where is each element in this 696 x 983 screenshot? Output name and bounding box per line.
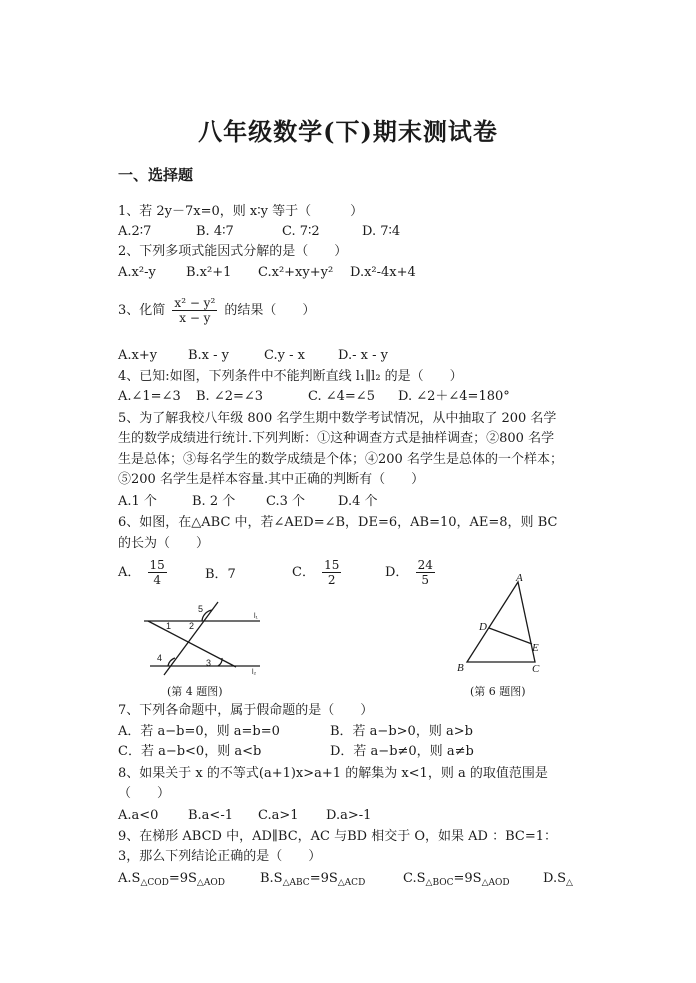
triangle-abc xyxy=(467,582,535,662)
q7-stem: 7、下列各命题中，属于假命题的是（ ） xyxy=(118,703,374,718)
q3-option-a: A.x+y xyxy=(118,348,158,363)
q3-option-c: C.y - x xyxy=(264,348,305,363)
q3-option-d: D.- x - y xyxy=(338,348,388,363)
q9-c-rest: =9S xyxy=(453,871,482,886)
q8-line-2: （ ） xyxy=(118,786,171,801)
q6-c-num: 15 xyxy=(324,558,340,572)
q9-option-b xyxy=(260,870,365,892)
fig4-label-3: 3 xyxy=(206,658,212,668)
q5-option-a: A.1 个 xyxy=(118,494,157,509)
q4-option-c: C. ∠4=∠5 xyxy=(308,389,375,404)
page-title: 八年级数学(下)期末测试卷 xyxy=(198,117,498,146)
q9-c-sub: △BOC xyxy=(425,878,454,888)
q6-d-num: 24 xyxy=(417,558,433,572)
q5-line-4: ⑤200 名学生是样本容量.其中正确的判断有（ ） xyxy=(118,472,425,487)
q3-option-b: B.x - y xyxy=(188,348,230,363)
q2-option-b: B.x²+1 xyxy=(186,265,232,280)
q9-option-a xyxy=(118,870,225,892)
q5-line-3: 生是总体；③每名学生的数学成绩是个体；④200 名学生是总体的一个样本； xyxy=(118,452,563,467)
figure-4-diagram xyxy=(140,600,270,678)
q6-line-1: 6、如图，在△ABC 中，若∠AED=∠B，DE=6，AB=10，AE=8，则 BC xyxy=(118,515,558,530)
q1-option-a: A.2∶7 xyxy=(118,224,152,239)
q4-option-d: D. ∠2＋∠4=180° xyxy=(398,389,510,404)
fig4-label-1: 1 xyxy=(166,621,172,631)
fig4-label-2: 2 xyxy=(189,621,195,631)
fig6-label-c: C xyxy=(532,663,540,675)
q6-option-a-fraction xyxy=(148,558,167,587)
q3-fraction xyxy=(172,296,217,325)
q8-option-b: B.a<-1 xyxy=(188,808,233,823)
q2-option-c: C.x²+xy+y² xyxy=(258,265,334,280)
q5-line-2: 生的数学成绩进行统计.下列判断：①这种调查方式是抽样调查；②800 名学 xyxy=(118,431,555,446)
q9-a-rest: =9S xyxy=(168,871,197,886)
q7-option-d: D．若 a−b≠0，则 a≠b xyxy=(330,744,474,759)
q3-suffix: 的结果（ ） xyxy=(224,303,316,318)
q1-option-d: D. 7∶4 xyxy=(362,224,401,239)
q6-option-a xyxy=(118,558,170,587)
q7-option-c: C．若 a−b<0，则 a<b xyxy=(118,744,262,759)
fig4-label-l2: l₂ xyxy=(252,669,257,676)
q6-line-2: 的长为（ ） xyxy=(118,536,210,551)
q5-option-c: C.3 个 xyxy=(266,494,306,509)
q9-a-sub: △COD xyxy=(140,878,169,888)
q4-stem: 4、已知:如图，下列条件中不能判断直线 l₁∥l₂ 的是（ ） xyxy=(118,369,463,384)
q9-d-sub: △ xyxy=(566,878,573,888)
q7-option-b: B．若 a−b>0，则 a>b xyxy=(330,724,473,739)
q9-line-1: 9、在梯形 ABCD 中，AD∥BC，AC 与BD 相交于 O，如果 AD ：BC=1： xyxy=(118,829,557,844)
q6-option-d xyxy=(385,558,438,587)
q5-option-d: D.4 个 xyxy=(338,494,378,509)
q3-stem xyxy=(118,296,315,325)
q9-b-rest: =9S xyxy=(309,871,338,886)
q8-option-c: C.a>1 xyxy=(258,808,299,823)
q9-a-main: A.S xyxy=(118,871,141,886)
q6-a-den: 4 xyxy=(153,573,161,587)
q8-option-a: A.a<0 xyxy=(118,808,159,823)
q6-option-d-label: D． xyxy=(385,565,409,580)
q3-prefix: 3、化简 xyxy=(118,303,166,318)
q2-option-d: D.x²-4x+4 xyxy=(350,265,416,280)
fig4-label-l1: l₁ xyxy=(254,613,258,620)
figure-6-diagram xyxy=(452,572,552,682)
q7-option-a: A．若 a−b=0，则 a=b=0 xyxy=(118,724,280,739)
q6-c-den: 2 xyxy=(327,573,336,587)
q6-option-b: B．7 xyxy=(205,567,236,582)
q2-option-a: A.x²-y xyxy=(118,265,156,280)
q6-option-c xyxy=(292,558,344,587)
q8-option-d: D.a>-1 xyxy=(326,808,372,823)
q5-line-1: 5、为了解我校八年级 800 名学生期中数学考试情况，从中抽取了 200 名学 xyxy=(118,411,557,426)
q3-denominator: x − y xyxy=(179,311,211,325)
fig4-label-4: 4 xyxy=(157,653,163,663)
q6-option-d-fraction xyxy=(416,558,435,587)
q1-option-b: B. 4∶7 xyxy=(196,224,234,239)
q9-d-main: D.S xyxy=(543,871,566,886)
figure-4-caption: (第 4 题图) xyxy=(167,685,223,698)
q4-option-a: A.∠1=∠3 xyxy=(118,389,181,404)
segment-de xyxy=(489,628,532,644)
q6-option-c-fraction xyxy=(322,558,341,587)
q9-option-c xyxy=(403,870,510,892)
q9-b-main: B.S xyxy=(260,871,283,886)
q9-a-sub2: △AOD xyxy=(196,878,225,888)
q4-option-b: B. ∠2=∠3 xyxy=(196,389,264,404)
fig4-label-5: 5 xyxy=(198,604,204,614)
q9-line-2: 3，那么下列结论正确的是（ ） xyxy=(118,849,322,864)
q9-option-d xyxy=(543,870,573,892)
figure-6-caption: (第 6 题图) xyxy=(470,685,526,698)
q1-stem: 1、若 2y－7x=0，则 x∶y 等于（ ） xyxy=(118,204,364,219)
q1-option-c: C. 7∶2 xyxy=(282,224,320,239)
fig6-label-b: B xyxy=(457,662,464,674)
q9-c-main: C.S xyxy=(403,871,426,886)
q8-line-1: 8、如果关于 x 的不等式(a+1)x>a+1 的解集为 x<1，则 a 的取值范围是 xyxy=(118,766,548,781)
q2-stem: 2、下列多项式能因式分解的是（ ） xyxy=(118,244,348,259)
q5-option-b: B. 2 个 xyxy=(192,494,236,509)
q6-d-den: 5 xyxy=(421,573,430,587)
fig6-label-d: D xyxy=(479,621,487,633)
fig6-label-e: E xyxy=(532,642,539,654)
q3-numerator: x² − y² xyxy=(174,296,216,310)
q6-option-a-label: A． xyxy=(118,565,141,580)
fig6-label-a: A xyxy=(516,572,523,584)
q9-c-sub2: △AOD xyxy=(481,878,510,888)
q6-option-c-label: C． xyxy=(292,565,315,580)
q6-a-num: 15 xyxy=(149,558,165,572)
section-heading: 一、选择题 xyxy=(118,166,194,184)
q9-b-sub: △ABC xyxy=(282,878,310,888)
q9-b-sub2: △ACD xyxy=(337,878,366,888)
